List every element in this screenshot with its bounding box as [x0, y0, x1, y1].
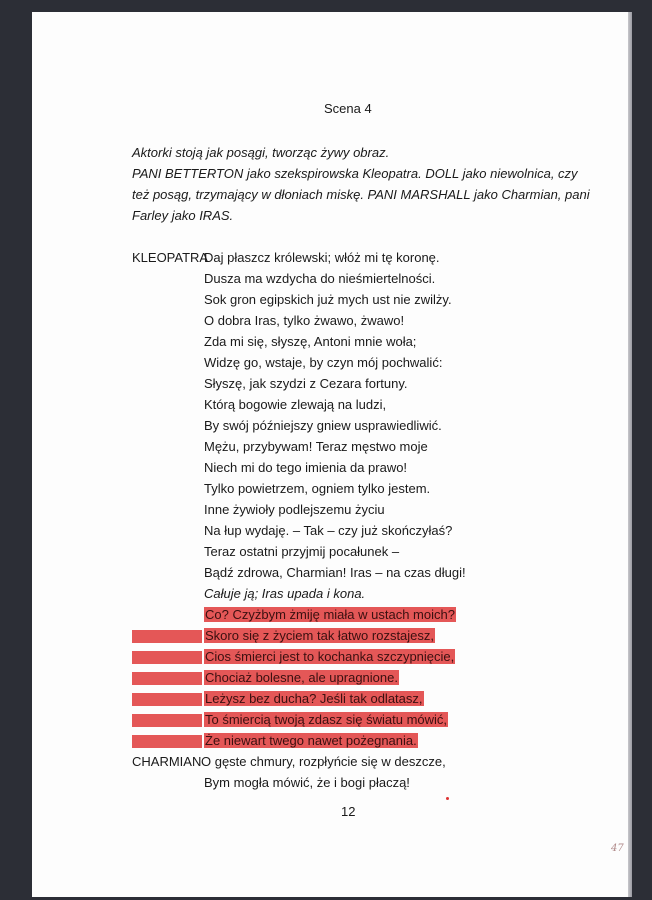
stage-direction-line: Farley jako IRAS.: [132, 208, 234, 223]
margin-highlight-bar: [132, 651, 202, 664]
highlight-mark: Co? Czyżbym żmiję miała w ustach moich?: [205, 607, 455, 622]
verse-line: Teraz ostatni przyjmij pocałunek –: [204, 544, 400, 559]
margin-highlight-bar: [132, 630, 202, 643]
highlighted-verse-line: [204, 733, 418, 749]
verse-line: Słyszę, jak szydzi z Cezara fortuny.: [204, 376, 408, 391]
page-number: 12: [341, 804, 356, 819]
verse-line: Dusza ma wzdycha do nieśmiertelności.: [204, 271, 436, 286]
verse-line: Tylko powietrzem, ogniem tylko jestem.: [204, 481, 431, 496]
highlight-mark: Chociaż bolesne, ale upragnione.: [205, 670, 398, 685]
verse-line: Którą bogowie zlewają na ludzi,: [204, 397, 387, 412]
red-ink-dot: [446, 797, 449, 800]
verse-line: Sok gron egipskich już mych ust nie zwilży.: [204, 292, 452, 307]
stage-direction-line: Aktorki stoją jak posągi, tworząc żywy obraz.: [132, 145, 390, 160]
speaker-kleopatra: KLEOPATRA: [132, 250, 209, 265]
verse-line: Widzę go, wstaje, by czyn mój pochwalić:: [204, 355, 443, 370]
highlight-mark: Leżysz bez ducha? Jeśli tak odlatasz,: [205, 691, 423, 706]
verse-line: Daj płaszcz królewski; włóż mi tę koronę.: [204, 250, 440, 265]
verse-line: Zda mi się, słyszę, Antoni mnie woła;: [204, 334, 417, 349]
speaker-charmian: CHARMIAN: [132, 754, 202, 769]
verse-line: Niech mi do tego imienia da prawo!: [204, 460, 408, 475]
verse-line: By swój późniejszy gniew usprawiedliwić.: [204, 418, 442, 433]
highlight-mark: Skoro się z życiem tak łatwo rozstajesz,: [205, 628, 435, 643]
stage-direction-inline: Całuje ją; Iras upada i kona.: [204, 586, 366, 601]
scene-title: Scena 4: [324, 101, 372, 116]
highlighted-verse-line: [204, 670, 399, 686]
margin-highlight-bar: [132, 672, 202, 685]
highlighted-verse-line: [204, 607, 456, 623]
margin-highlight-bar: [132, 714, 202, 727]
margin-highlight-bar: [132, 693, 202, 706]
verse-line: Na łup wydaję. – Tak – czy już skończyłaś?: [204, 523, 453, 538]
verse-line: Bądź zdrowa, Charmian! Iras – na czas długi!: [204, 565, 466, 580]
stage-direction-line: PANI BETTERTON jako szekspirowska Kleopatra. DOLL jako niewolnica, czy: [132, 166, 578, 181]
verse-line: O dobra Iras, tylko żwawo, żwawo!: [204, 313, 405, 328]
highlight-mark: To śmiercią twoją zdasz się światu mówić,: [205, 712, 448, 727]
stage-direction-line: też posąg, trzymający w dłoniach miskę. PANI MARSHALL jako Charmian, pani: [132, 187, 590, 202]
highlighted-verse-line: [204, 712, 448, 728]
margin-highlight-bar: [132, 735, 202, 748]
verse-line: Inne żywioły podlejszemu życiu: [204, 502, 385, 517]
scan-edge: [628, 12, 632, 897]
highlighted-verse-line: [204, 649, 455, 665]
highlight-mark: Cios śmierci jest to kochanka szczypnięcie,: [205, 649, 455, 664]
handwritten-page-note: 47: [611, 843, 624, 854]
verse-line: O gęste chmury, rozpłyńcie się w deszcze,: [201, 754, 446, 769]
verse-line: Mężu, przybywam! Teraz męstwo moje: [204, 439, 428, 454]
highlighted-verse-line: [204, 628, 435, 644]
verse-line: Bym mogła mówić, że i bogi płaczą!: [204, 775, 410, 790]
highlight-mark: Że niewart twego nawet pożegnania.: [205, 733, 417, 748]
highlighted-verse-line: [204, 691, 424, 707]
